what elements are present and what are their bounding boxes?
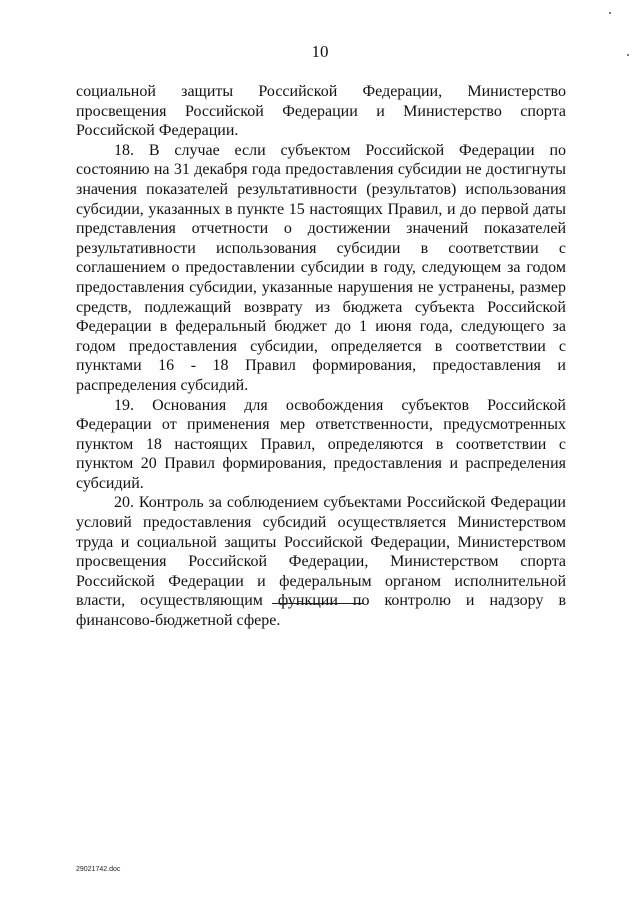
paragraph-18: 18. В случае если субъектом Российской Федерации по состоянию на 31 декабря года предоставления субсидии не достигнуты значения показателей результативности (результатов) использования субсидии, указанных в пункте 15 настоящих Правил, и до первой даты представления отчетности о достижении значений показателей результативности использования субсидии в соответствии с соглашением о предоставлении субсидии в году, следующем за годом предоставления субсидии, указанные нарушения не устранены, размер средств, подлежащий возврату из бюджета субъекта Российской Федерации в федеральный бюджет до 1 июня года, следующего за годом предоставления субсидии, определяется в соответствии с пунктами 16 - 18 Правил формирования, предоставления и распределения субсидий. [76,141,566,394]
scan-speck-mark [627,54,629,56]
paragraph-20: 20. Контроль за соблюдением субъектами Российской Федерации условий предоставления субсидий осуществляется Министерством труда и социальной защиты Российской Федерации, Министерством просвещения Российской Федерации, Министерством спорта Российской Федерации и федеральным органом исполнительной власти, осуществляющим функции по контролю и надзору в финансово-бюджетной сфере. [76,494,566,630]
paragraph-19: 19. Основания для освобождения субъектов Российской Федерации от применения мер ответственности, предусмотренных пунктом 18 настоящих Правил, определяются в соответствии с пунктом 20 Правил формирования, предоставления и распределения субсидий. [76,396,566,492]
paragraph-continuation: социальной защиты Российской Федерации, Министерство просвещения Российской Федерации и Министерство спорта Российской Федерации. [76,83,566,140]
document-body [76,82,566,631]
footer-file-name: 29021742.doc [76,866,121,873]
end-separator-line [272,603,364,604]
page-number: 10 [311,42,329,61]
scan-speck-mark [609,12,611,14]
